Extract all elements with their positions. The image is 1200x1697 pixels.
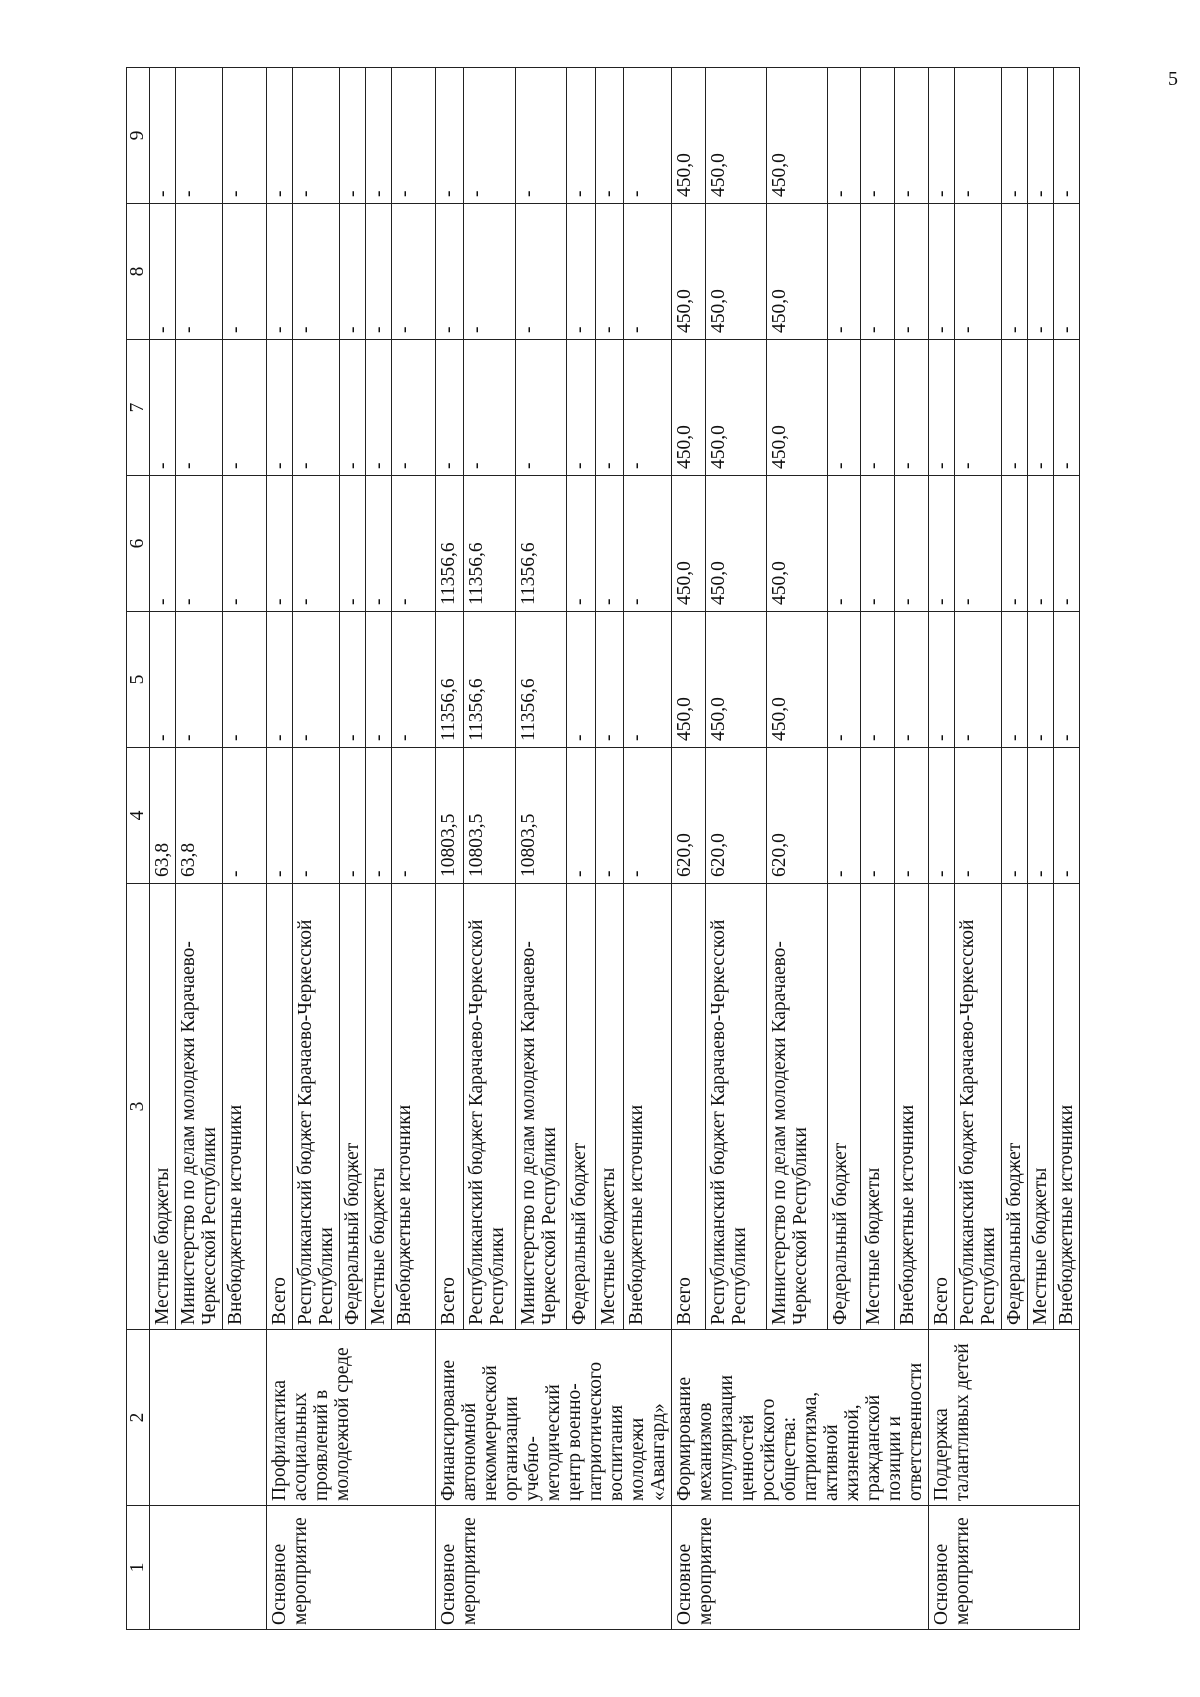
value-cell-8: 450,0 — [672, 204, 706, 340]
value-cell-6: - — [861, 476, 895, 612]
funding-source-cell: Федеральный бюджет — [340, 884, 366, 1330]
activity-type-cell: Основное мероприятие — [436, 1506, 672, 1630]
value-cell-7: - — [464, 340, 515, 476]
activity-type-cell: Основное мероприятие — [929, 1506, 1080, 1630]
value-cell-7: - — [366, 340, 392, 476]
value-cell-8: - — [293, 204, 340, 340]
value-cell-4: 63,8 — [176, 748, 223, 884]
value-cell-4: 620,0 — [672, 748, 706, 884]
header-cell: 8 — [127, 204, 150, 340]
value-cell-9: - — [293, 68, 340, 204]
value-cell-5: - — [366, 612, 392, 748]
activity-name-cell: Финансирование автономной некоммерческой организации учебно-методический центр военно-патриотического воспитания молодежи «Авангард» — [436, 1330, 672, 1506]
value-cell-7: - — [623, 340, 671, 476]
value-cell-5: - — [623, 612, 671, 748]
value-cell-4: 620,0 — [705, 748, 766, 884]
value-cell-9: - — [595, 68, 623, 204]
value-cell-4: - — [1028, 748, 1054, 884]
value-cell-4: - — [293, 748, 340, 884]
value-cell-6: 11356,6 — [464, 476, 515, 612]
value-cell-7: - — [176, 340, 223, 476]
value-cell-8: - — [1054, 204, 1080, 340]
value-cell-5: - — [567, 612, 595, 748]
value-cell-9: - — [1002, 68, 1028, 204]
value-cell-8: 450,0 — [766, 204, 827, 340]
header-cell: 1 — [127, 1506, 150, 1630]
header-row — [127, 68, 150, 1630]
value-cell-9: - — [515, 68, 566, 204]
value-cell-5: - — [861, 612, 895, 748]
value-cell-9: - — [955, 68, 1002, 204]
value-cell-7: - — [267, 340, 293, 476]
value-cell-6: 450,0 — [672, 476, 706, 612]
value-cell-7: - — [223, 340, 267, 476]
value-cell-4: - — [623, 748, 671, 884]
activity-name-cell: Профилактика асоциальных проявлений в молодежной среде — [267, 1330, 436, 1506]
value-cell-4: - — [595, 748, 623, 884]
value-cell-4: - — [827, 748, 861, 884]
value-cell-9: - — [366, 68, 392, 204]
value-cell-5: 450,0 — [672, 612, 706, 748]
value-cell-9: - — [929, 68, 955, 204]
value-cell-7: - — [1028, 340, 1054, 476]
value-cell-7: 450,0 — [705, 340, 766, 476]
value-cell-5: 11356,6 — [515, 612, 566, 748]
value-cell-8: - — [595, 204, 623, 340]
funding-source-cell: Всего — [267, 884, 293, 1330]
header-cell: 6 — [127, 476, 150, 612]
header-cell: 7 — [127, 340, 150, 476]
value-cell-7: - — [827, 340, 861, 476]
value-cell-9: - — [1054, 68, 1080, 204]
value-cell-6: - — [366, 476, 392, 612]
value-cell-9: - — [176, 68, 223, 204]
funding-source-cell: Местные бюджеты — [1028, 884, 1054, 1330]
value-cell-9: - — [895, 68, 929, 204]
value-cell-6: - — [1002, 476, 1028, 612]
value-cell-9: - — [150, 68, 176, 204]
value-cell-4: - — [267, 748, 293, 884]
value-cell-4: - — [861, 748, 895, 884]
value-cell-9: - — [392, 68, 436, 204]
value-cell-8: - — [567, 204, 595, 340]
value-cell-4: - — [1054, 748, 1080, 884]
value-cell-9: - — [436, 68, 464, 204]
value-cell-7: - — [861, 340, 895, 476]
header-cell: 4 — [127, 748, 150, 884]
value-cell-8: - — [895, 204, 929, 340]
value-cell-8: - — [1028, 204, 1054, 340]
funding-source-cell: Местные бюджеты — [595, 884, 623, 1330]
value-cell-4: - — [895, 748, 929, 884]
value-cell-7: - — [340, 340, 366, 476]
value-cell-7: - — [293, 340, 340, 476]
value-cell-4: - — [366, 748, 392, 884]
value-cell-4: - — [340, 748, 366, 884]
value-cell-8: - — [515, 204, 566, 340]
table-row — [929, 68, 955, 1630]
value-cell-7: - — [1054, 340, 1080, 476]
value-cell-8: 450,0 — [705, 204, 766, 340]
value-cell-5: - — [267, 612, 293, 748]
value-cell-6: - — [340, 476, 366, 612]
value-cell-7: 450,0 — [766, 340, 827, 476]
funding-source-cell: Всего — [929, 884, 955, 1330]
value-cell-7: - — [1002, 340, 1028, 476]
funding-source-cell: Внебюджетные источники — [1054, 884, 1080, 1330]
funding-source-cell: Республиканский бюджет Карачаево-Черкесской Республики — [705, 884, 766, 1330]
value-cell-7: - — [436, 340, 464, 476]
value-cell-6: - — [567, 476, 595, 612]
value-cell-9: - — [267, 68, 293, 204]
funding-source-cell: Всего — [672, 884, 706, 1330]
budget-table — [126, 67, 1080, 1630]
value-cell-8: - — [366, 204, 392, 340]
value-cell-5: 11356,6 — [436, 612, 464, 748]
rotated-table-wrapper — [126, 68, 1122, 1630]
funding-source-cell: Федеральный бюджет — [827, 884, 861, 1330]
value-cell-6: - — [595, 476, 623, 612]
value-cell-7: - — [567, 340, 595, 476]
header-cell: 5 — [127, 612, 150, 748]
value-cell-5: - — [895, 612, 929, 748]
value-cell-6: - — [955, 476, 1002, 612]
activity-name-cell: Поддержка талантливых детей — [929, 1330, 1080, 1506]
value-cell-7: - — [595, 340, 623, 476]
funding-source-cell: Министерство по делам молодежи Карачаево-Черкесской Республики — [766, 884, 827, 1330]
table-row — [267, 68, 293, 1630]
value-cell-5: - — [595, 612, 623, 748]
funding-source-cell: Республиканский бюджет Карачаево-Черкесской Республики — [464, 884, 515, 1330]
value-cell-9: 450,0 — [766, 68, 827, 204]
activity-name-cell: Формирование механизмов популяризации ценностей российского общества: патриотизма, активной жизненной, гражданской позиции и ответственности — [672, 1330, 929, 1506]
value-cell-8: - — [464, 204, 515, 340]
value-cell-7: - — [392, 340, 436, 476]
funding-source-cell: Внебюджетные источники — [223, 884, 267, 1330]
value-cell-8: - — [929, 204, 955, 340]
value-cell-8: - — [392, 204, 436, 340]
value-cell-6: - — [150, 476, 176, 612]
value-cell-4: - — [392, 748, 436, 884]
value-cell-6: - — [623, 476, 671, 612]
funding-source-cell: Местные бюджеты — [366, 884, 392, 1330]
value-cell-5: 11356,6 — [464, 612, 515, 748]
value-cell-5: - — [176, 612, 223, 748]
value-cell-9: - — [827, 68, 861, 204]
value-cell-6: - — [392, 476, 436, 612]
value-cell-6: - — [895, 476, 929, 612]
funding-source-cell: Всего — [436, 884, 464, 1330]
value-cell-4: 10803,5 — [436, 748, 464, 884]
value-cell-8: - — [176, 204, 223, 340]
table-row — [672, 68, 706, 1630]
table-row — [436, 68, 464, 1630]
value-cell-9: - — [861, 68, 895, 204]
funding-source-cell: Местные бюджеты — [861, 884, 895, 1330]
funding-source-cell: Федеральный бюджет — [567, 884, 595, 1330]
value-cell-5: - — [955, 612, 1002, 748]
value-cell-5: - — [929, 612, 955, 748]
value-cell-6: 450,0 — [705, 476, 766, 612]
activity-type-cell: Основное мероприятие — [672, 1506, 929, 1630]
value-cell-9: - — [340, 68, 366, 204]
value-cell-5: - — [1054, 612, 1080, 748]
header-cell: 3 — [127, 884, 150, 1330]
value-cell-9: - — [1028, 68, 1054, 204]
value-cell-9: - — [223, 68, 267, 204]
value-cell-5: - — [150, 612, 176, 748]
value-cell-9: - — [464, 68, 515, 204]
value-cell-5: 450,0 — [766, 612, 827, 748]
value-cell-6: - — [293, 476, 340, 612]
value-cell-6: - — [267, 476, 293, 612]
funding-source-cell: Внебюджетные источники — [895, 884, 929, 1330]
funding-source-cell: Министерство по делам молодежи Карачаево-Черкесской Республики — [176, 884, 223, 1330]
value-cell-6: - — [827, 476, 861, 612]
value-cell-5: - — [340, 612, 366, 748]
value-cell-5: - — [827, 612, 861, 748]
value-cell-8: - — [436, 204, 464, 340]
funding-source-cell: Внебюджетные источники — [392, 884, 436, 1330]
value-cell-8: - — [827, 204, 861, 340]
funding-source-cell: Министерство по делам молодежи Карачаево-Черкесской Республики — [515, 884, 566, 1330]
value-cell-8: - — [955, 204, 1002, 340]
value-cell-4: - — [955, 748, 1002, 884]
value-cell-7: - — [955, 340, 1002, 476]
value-cell-6: - — [223, 476, 267, 612]
value-cell-4: - — [223, 748, 267, 884]
value-cell-9: - — [623, 68, 671, 204]
value-cell-5: - — [392, 612, 436, 748]
value-cell-6: - — [176, 476, 223, 612]
header-cell: 9 — [127, 68, 150, 204]
funding-source-cell: Республиканский бюджет Карачаево-Черкесской Республики — [293, 884, 340, 1330]
value-cell-6: 450,0 — [766, 476, 827, 612]
value-cell-7: - — [150, 340, 176, 476]
value-cell-4: - — [1002, 748, 1028, 884]
value-cell-5: - — [1002, 612, 1028, 748]
value-cell-6: - — [929, 476, 955, 612]
table-row — [150, 68, 176, 1630]
value-cell-6: 11356,6 — [515, 476, 566, 612]
value-cell-4: 620,0 — [766, 748, 827, 884]
value-cell-4: 63,8 — [150, 748, 176, 884]
funding-source-cell: Федеральный бюджет — [1002, 884, 1028, 1330]
value-cell-8: - — [267, 204, 293, 340]
funding-source-cell: Внебюджетные источники — [623, 884, 671, 1330]
value-cell-5: - — [293, 612, 340, 748]
value-cell-9: 450,0 — [705, 68, 766, 204]
funding-source-cell: Республиканский бюджет Карачаево-Черкесской Республики — [955, 884, 1002, 1330]
value-cell-5: - — [223, 612, 267, 748]
value-cell-7: - — [929, 340, 955, 476]
value-cell-8: - — [223, 204, 267, 340]
table-body — [150, 68, 1080, 1630]
value-cell-7: - — [515, 340, 566, 476]
value-cell-5: - — [1028, 612, 1054, 748]
header-cell: 2 — [127, 1330, 150, 1506]
value-cell-7: 450,0 — [672, 340, 706, 476]
value-cell-9: 450,0 — [672, 68, 706, 204]
value-cell-8: - — [861, 204, 895, 340]
value-cell-7: - — [895, 340, 929, 476]
value-cell-4: 10803,5 — [464, 748, 515, 884]
page-number: 5 — [1168, 68, 1178, 90]
value-cell-8: - — [1002, 204, 1028, 340]
value-cell-5: 450,0 — [705, 612, 766, 748]
value-cell-8: - — [623, 204, 671, 340]
value-cell-6: 11356,6 — [436, 476, 464, 612]
value-cell-4: - — [929, 748, 955, 884]
value-cell-4: 10803,5 — [515, 748, 566, 884]
value-cell-9: - — [567, 68, 595, 204]
activity-type-cell: Основное мероприятие — [267, 1506, 436, 1630]
value-cell-6: - — [1028, 476, 1054, 612]
value-cell-6: - — [1054, 476, 1080, 612]
value-cell-8: - — [340, 204, 366, 340]
funding-source-cell: Местные бюджеты — [150, 884, 176, 1330]
activity-type-cell — [150, 1506, 267, 1630]
value-cell-8: - — [150, 204, 176, 340]
value-cell-4: - — [567, 748, 595, 884]
activity-name-cell — [150, 1330, 267, 1506]
